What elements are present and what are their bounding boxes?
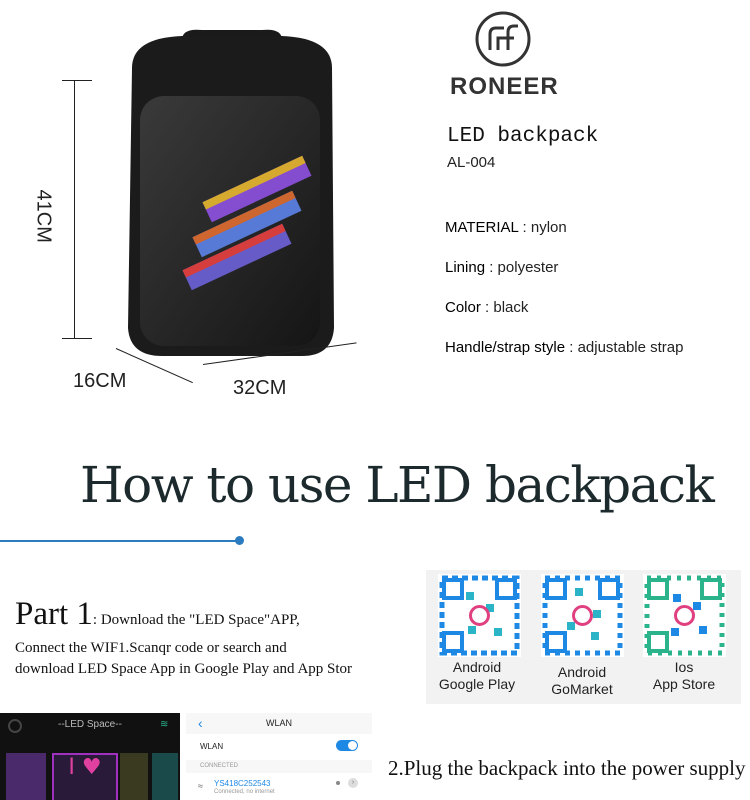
spec-label: Lining (445, 259, 486, 276)
spec-value: : nylon (522, 219, 567, 236)
preview-tile[interactable] (6, 753, 46, 800)
preview-tile[interactable]: I ♥ (52, 753, 118, 800)
spec-value: : polyester (489, 259, 559, 276)
backpack-image (122, 28, 337, 358)
network-info-dot (336, 781, 340, 785)
wifi-signal-icon: ≈ (198, 781, 203, 791)
chevron-right-icon[interactable]: › (348, 778, 358, 788)
product-title: LED backpack (447, 125, 599, 148)
wlan-toggle-label: WLAN (200, 742, 224, 751)
wlan-title: WLAN (266, 718, 293, 728)
spec-color (445, 299, 528, 316)
spec-strap (445, 339, 683, 356)
back-arrow-icon[interactable]: ‹ (198, 715, 203, 731)
connected-header: CONNECTED (200, 763, 239, 769)
section-divider-dot (235, 536, 244, 545)
roneer-logo-icon (474, 10, 532, 68)
app-title: --LED Space-- (58, 719, 122, 730)
qr-label-gomarket (527, 664, 637, 698)
spec-value: : adjustable strap (569, 339, 684, 356)
qr-label-line1: Ios (674, 659, 694, 675)
spec-value: : black (485, 299, 529, 316)
howto-heading: How to use LED backpack (80, 456, 714, 514)
spec-label: Color (445, 299, 481, 316)
qr-code-google-play[interactable] (438, 574, 521, 657)
height-dimension-tick-top (62, 80, 92, 81)
height-dimension-line (74, 80, 75, 338)
section-divider (0, 540, 240, 542)
wifi-icon: ≋ (160, 719, 169, 730)
part1-line-3: download LED Space App in Google Play and App Stor (15, 661, 353, 677)
spec-lining (445, 259, 558, 276)
qr-label-app-store (629, 659, 739, 693)
network-status: Connected, no internet (214, 789, 275, 795)
qr-label-google-play (422, 659, 532, 693)
network-name: YS418C252543 (214, 779, 271, 788)
spec-label: Handle/strap style (445, 339, 566, 356)
preview-tile[interactable] (120, 753, 148, 800)
preview-tile[interactable] (152, 753, 178, 800)
share-icon[interactable] (8, 719, 22, 733)
step2-text: 2.Plug the backpack into the power supply (388, 756, 746, 780)
spec-label: MATERIAL (445, 219, 519, 236)
part1-line-2: Connect the WIF1.Scanqr code or search and (15, 640, 287, 656)
height-dimension-label: 41CM (32, 189, 55, 243)
spec-material (445, 219, 567, 236)
height-dimension-tick-bottom (62, 338, 92, 339)
qr-label-line1: Android (452, 659, 502, 675)
qr-label-line2: App Store (652, 676, 716, 692)
width-dimension-label: 32CM (233, 377, 287, 399)
wlan-toggle[interactable] (336, 740, 358, 751)
qr-code-gomarket[interactable] (541, 574, 624, 657)
qr-label-line1: Android (557, 664, 607, 680)
part1-title-text: Part 1 (15, 596, 93, 632)
depth-dimension-label: 16CM (73, 370, 127, 392)
qr-label-line2: GoMarket (551, 681, 613, 697)
part1-title (15, 596, 300, 633)
part1-line-1: : Download the "LED Space"APP, (92, 612, 300, 628)
app-screenshot-wlan-settings (186, 713, 372, 800)
app-screenshot-led-space (0, 713, 180, 800)
qr-code-app-store[interactable] (643, 574, 726, 657)
brand-name: RONEER (450, 73, 559, 100)
qr-label-line2: Google Play (438, 676, 516, 692)
product-code: AL-004 (447, 154, 496, 171)
